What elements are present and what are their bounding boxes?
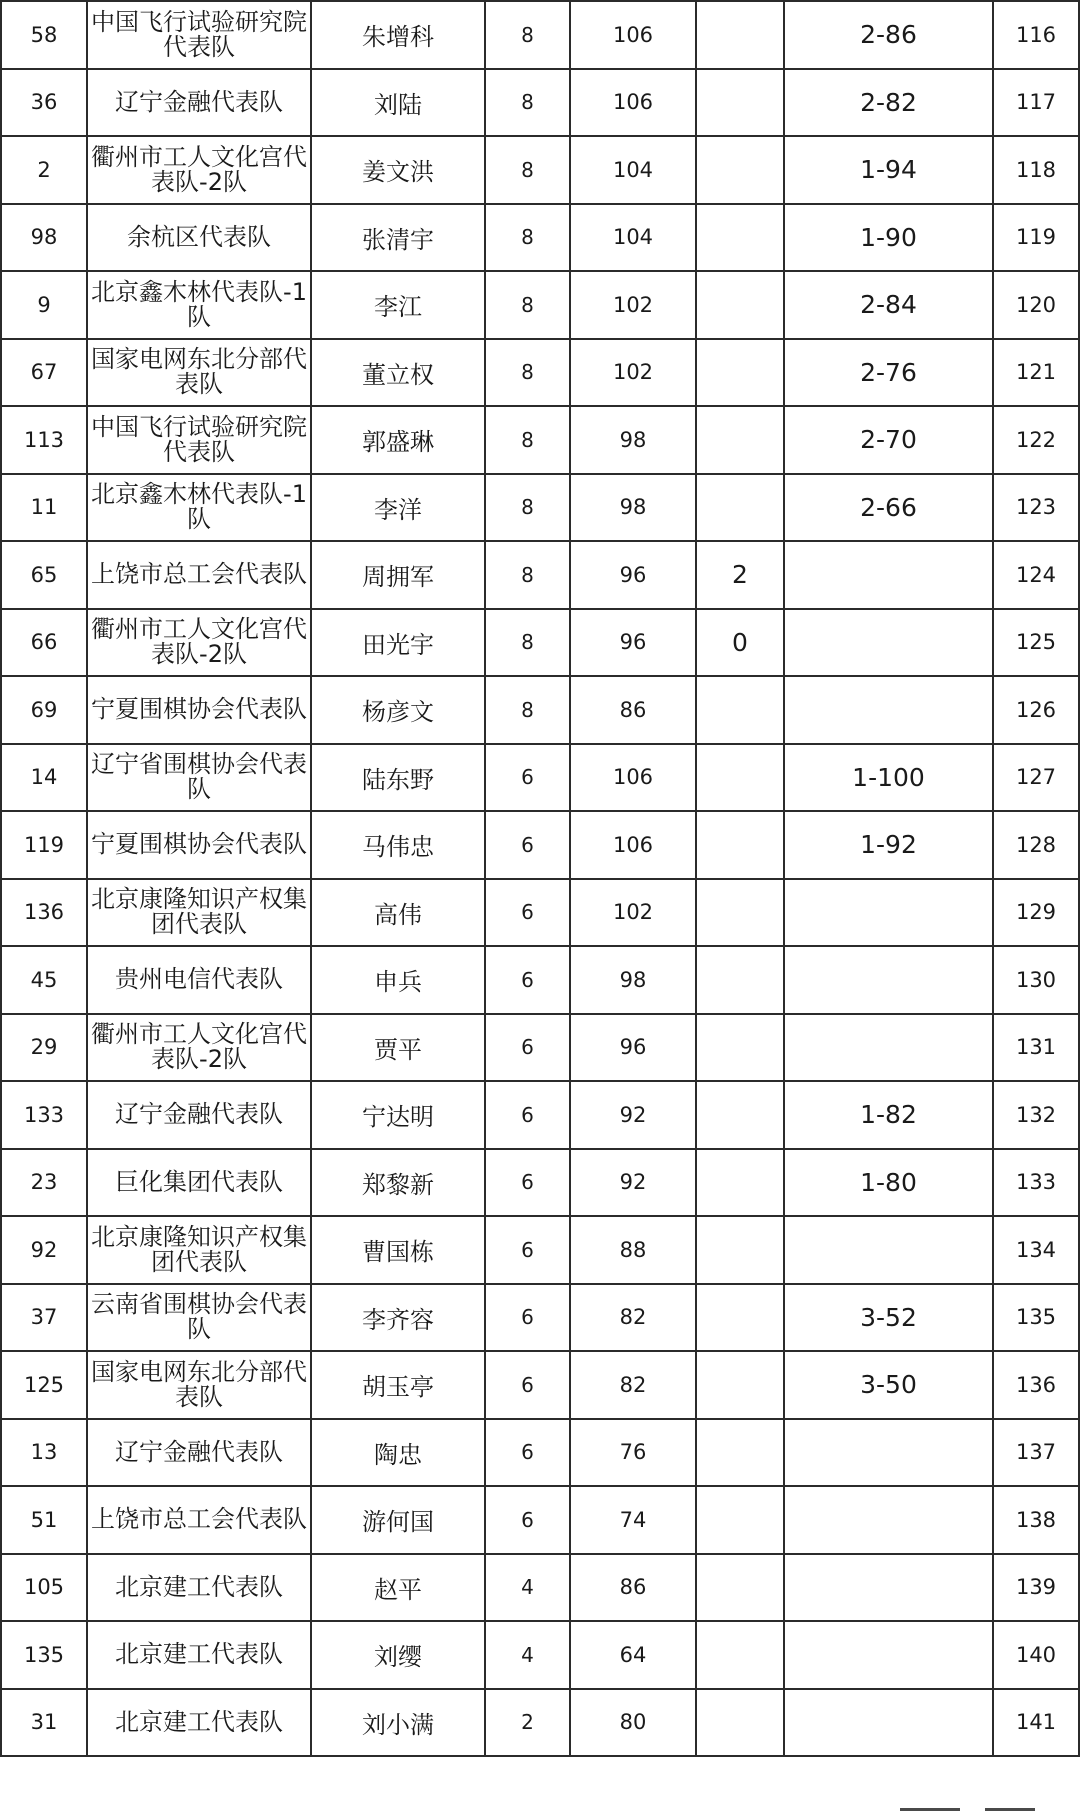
team-name-cell: 宁夏围棋协会代表队 (87, 811, 311, 879)
tiebreak-value-cell (696, 339, 784, 407)
team-name-cell: 北京建工代表队 (87, 1554, 311, 1622)
team-name-cell: 宁夏围棋协会代表队 (87, 676, 311, 744)
tiebreak-detail-cell: 2-82 (784, 69, 993, 137)
table-row (1, 271, 1079, 339)
player-name-cell: 马伟忠 (311, 811, 485, 879)
tiebreak-value-cell (696, 744, 784, 812)
score-cell: 86 (570, 676, 696, 744)
tiebreak-value-cell (696, 1486, 784, 1554)
player-name-cell: 姜文洪 (311, 136, 485, 204)
player-name-cell: 郭盛琳 (311, 406, 485, 474)
tiebreak-value-cell (696, 1, 784, 69)
table-row (1, 879, 1079, 947)
tiebreak-value-cell (696, 811, 784, 879)
tiebreak-detail-cell: 2-86 (784, 1, 993, 69)
player-number-cell: 69 (1, 676, 87, 744)
player-name-cell: 朱增科 (311, 1, 485, 69)
tiebreak-detail-cell: 2-84 (784, 271, 993, 339)
tiebreak-detail-cell (784, 1689, 993, 1757)
rank-cell: 138 (993, 1486, 1079, 1554)
tiebreak-detail-cell (784, 1486, 993, 1554)
tiebreak-detail-cell (784, 1014, 993, 1082)
player-name-cell: 李齐容 (311, 1284, 485, 1352)
tiebreak-detail-cell (784, 541, 993, 609)
player-number-cell: 13 (1, 1419, 87, 1487)
tiebreak-detail-cell: 2-66 (784, 474, 993, 542)
team-name-cell: 巨化集团代表队 (87, 1149, 311, 1217)
tiebreak-detail-cell (784, 1621, 993, 1689)
points-cell: 6 (485, 1149, 570, 1217)
points-cell: 6 (485, 1081, 570, 1149)
player-number-cell: 29 (1, 1014, 87, 1082)
rank-cell: 133 (993, 1149, 1079, 1217)
player-number-cell: 11 (1, 474, 87, 542)
tiebreak-detail-cell (784, 1216, 993, 1284)
score-cell: 82 (570, 1351, 696, 1419)
tiebreak-detail-cell: 3-52 (784, 1284, 993, 1352)
player-name-cell: 贾平 (311, 1014, 485, 1082)
team-name-cell: 辽宁金融代表队 (87, 69, 311, 137)
team-name-cell: 北京康隆知识产权集团代表队 (87, 879, 311, 947)
tiebreak-detail-cell (784, 1554, 993, 1622)
rank-cell: 131 (993, 1014, 1079, 1082)
points-cell: 2 (485, 1689, 570, 1757)
tiebreak-detail-cell (784, 946, 993, 1014)
score-cell: 92 (570, 1081, 696, 1149)
score-cell: 106 (570, 1, 696, 69)
player-number-cell: 2 (1, 136, 87, 204)
tiebreak-value-cell (696, 1419, 784, 1487)
table-row (1, 339, 1079, 407)
points-cell: 8 (485, 609, 570, 677)
score-cell: 92 (570, 1149, 696, 1217)
tiebreak-value-cell (696, 204, 784, 272)
rank-cell: 120 (993, 271, 1079, 339)
tiebreak-value-cell (696, 1284, 784, 1352)
player-number-cell: 31 (1, 1689, 87, 1757)
tiebreak-value-cell (696, 946, 784, 1014)
score-cell: 80 (570, 1689, 696, 1757)
player-name-cell: 董立权 (311, 339, 485, 407)
team-name-cell: 中国飞行试验研究院代表队 (87, 1, 311, 69)
score-cell: 102 (570, 879, 696, 947)
rank-cell: 130 (993, 946, 1079, 1014)
tiebreak-detail-cell: 2-70 (784, 406, 993, 474)
table-row (1, 69, 1079, 137)
table-row (1, 946, 1079, 1014)
score-cell: 76 (570, 1419, 696, 1487)
score-cell: 96 (570, 541, 696, 609)
tiebreak-value-cell: 2 (696, 541, 784, 609)
team-name-cell: 衢州市工人文化宫代表队-2队 (87, 1014, 311, 1082)
player-name-cell: 刘缨 (311, 1621, 485, 1689)
footer-mark (985, 1808, 1035, 1811)
tiebreak-value-cell (696, 1081, 784, 1149)
team-name-cell: 辽宁省围棋协会代表队 (87, 744, 311, 812)
player-name-cell: 刘陆 (311, 69, 485, 137)
score-cell: 82 (570, 1284, 696, 1352)
score-cell: 104 (570, 204, 696, 272)
tiebreak-value-cell (696, 406, 784, 474)
player-name-cell: 胡玉亭 (311, 1351, 485, 1419)
rank-cell: 121 (993, 339, 1079, 407)
player-number-cell: 92 (1, 1216, 87, 1284)
player-number-cell: 65 (1, 541, 87, 609)
tiebreak-value-cell (696, 1351, 784, 1419)
table-row (1, 676, 1079, 744)
rank-cell: 117 (993, 69, 1079, 137)
player-name-cell: 杨彦文 (311, 676, 485, 744)
tiebreak-value-cell: 0 (696, 609, 784, 677)
player-number-cell: 105 (1, 1554, 87, 1622)
tiebreak-value-cell (696, 69, 784, 137)
table-row (1, 1216, 1079, 1284)
player-number-cell: 135 (1, 1621, 87, 1689)
rank-cell: 135 (993, 1284, 1079, 1352)
points-cell: 8 (485, 339, 570, 407)
points-cell: 8 (485, 69, 570, 137)
player-name-cell: 刘小满 (311, 1689, 485, 1757)
table-row (1, 811, 1079, 879)
score-cell: 104 (570, 136, 696, 204)
tiebreak-detail-cell: 1-90 (784, 204, 993, 272)
score-cell: 74 (570, 1486, 696, 1554)
table-row (1, 1419, 1079, 1487)
rank-cell: 134 (993, 1216, 1079, 1284)
team-name-cell: 国家电网东北分部代表队 (87, 339, 311, 407)
tiebreak-detail-cell: 1-100 (784, 744, 993, 812)
player-number-cell: 136 (1, 879, 87, 947)
points-cell: 6 (485, 879, 570, 947)
points-cell: 4 (485, 1554, 570, 1622)
player-number-cell: 67 (1, 339, 87, 407)
points-cell: 8 (485, 1, 570, 69)
player-number-cell: 66 (1, 609, 87, 677)
rank-cell: 126 (993, 676, 1079, 744)
player-number-cell: 51 (1, 1486, 87, 1554)
rank-cell: 141 (993, 1689, 1079, 1757)
table-row (1, 1, 1079, 69)
points-cell: 6 (485, 811, 570, 879)
table-row (1, 1621, 1079, 1689)
team-name-cell: 北京建工代表队 (87, 1689, 311, 1757)
table-row (1, 1689, 1079, 1757)
tiebreak-value-cell (696, 136, 784, 204)
team-name-cell: 云南省围棋协会代表队 (87, 1284, 311, 1352)
table-row (1, 1554, 1079, 1622)
points-cell: 6 (485, 946, 570, 1014)
player-name-cell: 陆东野 (311, 744, 485, 812)
table-row (1, 136, 1079, 204)
tiebreak-value-cell (696, 879, 784, 947)
table-row (1, 474, 1079, 542)
team-name-cell: 辽宁金融代表队 (87, 1419, 311, 1487)
tiebreak-value-cell (696, 474, 784, 542)
points-cell: 8 (485, 676, 570, 744)
score-cell: 102 (570, 339, 696, 407)
player-name-cell: 李洋 (311, 474, 485, 542)
team-name-cell: 贵州电信代表队 (87, 946, 311, 1014)
team-name-cell: 中国飞行试验研究院代表队 (87, 406, 311, 474)
team-name-cell: 北京鑫木林代表队-1队 (87, 474, 311, 542)
player-number-cell: 37 (1, 1284, 87, 1352)
score-cell: 98 (570, 406, 696, 474)
player-number-cell: 58 (1, 1, 87, 69)
team-name-cell: 北京建工代表队 (87, 1621, 311, 1689)
player-number-cell: 45 (1, 946, 87, 1014)
points-cell: 8 (485, 406, 570, 474)
table-row (1, 609, 1079, 677)
player-name-cell: 周拥军 (311, 541, 485, 609)
tiebreak-detail-cell (784, 609, 993, 677)
table-row (1, 1149, 1079, 1217)
score-cell: 64 (570, 1621, 696, 1689)
rank-cell: 136 (993, 1351, 1079, 1419)
player-name-cell: 郑黎新 (311, 1149, 485, 1217)
tiebreak-value-cell (696, 1689, 784, 1757)
player-number-cell: 9 (1, 271, 87, 339)
points-cell: 6 (485, 1216, 570, 1284)
tiebreak-value-cell (696, 1621, 784, 1689)
rank-cell: 116 (993, 1, 1079, 69)
rank-cell: 125 (993, 609, 1079, 677)
table-row (1, 204, 1079, 272)
score-cell: 98 (570, 474, 696, 542)
team-name-cell: 辽宁金融代表队 (87, 1081, 311, 1149)
player-number-cell: 14 (1, 744, 87, 812)
team-name-cell: 衢州市工人文化宫代表队-2队 (87, 609, 311, 677)
rank-cell: 132 (993, 1081, 1079, 1149)
table-row (1, 1081, 1079, 1149)
points-cell: 8 (485, 136, 570, 204)
points-cell: 4 (485, 1621, 570, 1689)
rank-cell: 124 (993, 541, 1079, 609)
rank-cell: 140 (993, 1621, 1079, 1689)
tiebreak-value-cell (696, 676, 784, 744)
player-number-cell: 36 (1, 69, 87, 137)
tiebreak-detail-cell: 3-50 (784, 1351, 993, 1419)
points-cell: 8 (485, 541, 570, 609)
tiebreak-detail-cell: 1-82 (784, 1081, 993, 1149)
score-cell: 86 (570, 1554, 696, 1622)
rank-cell: 137 (993, 1419, 1079, 1487)
player-number-cell: 98 (1, 204, 87, 272)
player-number-cell: 133 (1, 1081, 87, 1149)
player-name-cell: 申兵 (311, 946, 485, 1014)
tiebreak-value-cell (696, 1554, 784, 1622)
tiebreak-value-cell (696, 271, 784, 339)
points-cell: 8 (485, 271, 570, 339)
tiebreak-detail-cell (784, 879, 993, 947)
points-cell: 6 (485, 1419, 570, 1487)
points-cell: 6 (485, 744, 570, 812)
score-cell: 98 (570, 946, 696, 1014)
tiebreak-detail-cell: 1-92 (784, 811, 993, 879)
team-name-cell: 国家电网东北分部代表队 (87, 1351, 311, 1419)
table-row (1, 406, 1079, 474)
table-row (1, 1284, 1079, 1352)
team-name-cell: 上饶市总工会代表队 (87, 541, 311, 609)
rank-cell: 118 (993, 136, 1079, 204)
footer-mark (900, 1808, 960, 1811)
score-cell: 96 (570, 1014, 696, 1082)
player-name-cell: 张清宇 (311, 204, 485, 272)
tiebreak-detail-cell: 2-76 (784, 339, 993, 407)
player-number-cell: 125 (1, 1351, 87, 1419)
tiebreak-value-cell (696, 1216, 784, 1284)
rank-cell: 119 (993, 204, 1079, 272)
score-cell: 106 (570, 69, 696, 137)
player-name-cell: 曹国栋 (311, 1216, 485, 1284)
table-row (1, 744, 1079, 812)
player-name-cell: 赵平 (311, 1554, 485, 1622)
team-name-cell: 北京鑫木林代表队-1队 (87, 271, 311, 339)
points-cell: 6 (485, 1284, 570, 1352)
player-name-cell: 李江 (311, 271, 485, 339)
score-cell: 96 (570, 609, 696, 677)
tiebreak-detail-cell (784, 676, 993, 744)
player-number-cell: 113 (1, 406, 87, 474)
player-name-cell: 游何国 (311, 1486, 485, 1554)
player-number-cell: 23 (1, 1149, 87, 1217)
tiebreak-value-cell (696, 1014, 784, 1082)
table-body (1, 1, 1079, 1756)
tiebreak-detail-cell: 1-80 (784, 1149, 993, 1217)
rank-cell: 129 (993, 879, 1079, 947)
player-name-cell: 陶忠 (311, 1419, 485, 1487)
points-cell: 8 (485, 204, 570, 272)
points-cell: 6 (485, 1014, 570, 1082)
points-cell: 8 (485, 474, 570, 542)
score-cell: 88 (570, 1216, 696, 1284)
player-number-cell: 119 (1, 811, 87, 879)
tiebreak-value-cell (696, 1149, 784, 1217)
player-name-cell: 田光宇 (311, 609, 485, 677)
points-cell: 6 (485, 1486, 570, 1554)
team-name-cell: 上饶市总工会代表队 (87, 1486, 311, 1554)
score-cell: 102 (570, 271, 696, 339)
rank-cell: 123 (993, 474, 1079, 542)
team-name-cell: 余杭区代表队 (87, 204, 311, 272)
score-cell: 106 (570, 811, 696, 879)
points-cell: 6 (485, 1351, 570, 1419)
team-name-cell: 北京康隆知识产权集团代表队 (87, 1216, 311, 1284)
team-name-cell: 衢州市工人文化宫代表队-2队 (87, 136, 311, 204)
rank-cell: 127 (993, 744, 1079, 812)
tiebreak-detail-cell: 1-94 (784, 136, 993, 204)
rank-cell: 122 (993, 406, 1079, 474)
player-name-cell: 宁达明 (311, 1081, 485, 1149)
rank-cell: 139 (993, 1554, 1079, 1622)
table-row (1, 1014, 1079, 1082)
score-cell: 106 (570, 744, 696, 812)
tiebreak-detail-cell (784, 1419, 993, 1487)
table-row (1, 1351, 1079, 1419)
rank-cell: 128 (993, 811, 1079, 879)
table-row (1, 541, 1079, 609)
player-name-cell: 高伟 (311, 879, 485, 947)
table-row (1, 1486, 1079, 1554)
